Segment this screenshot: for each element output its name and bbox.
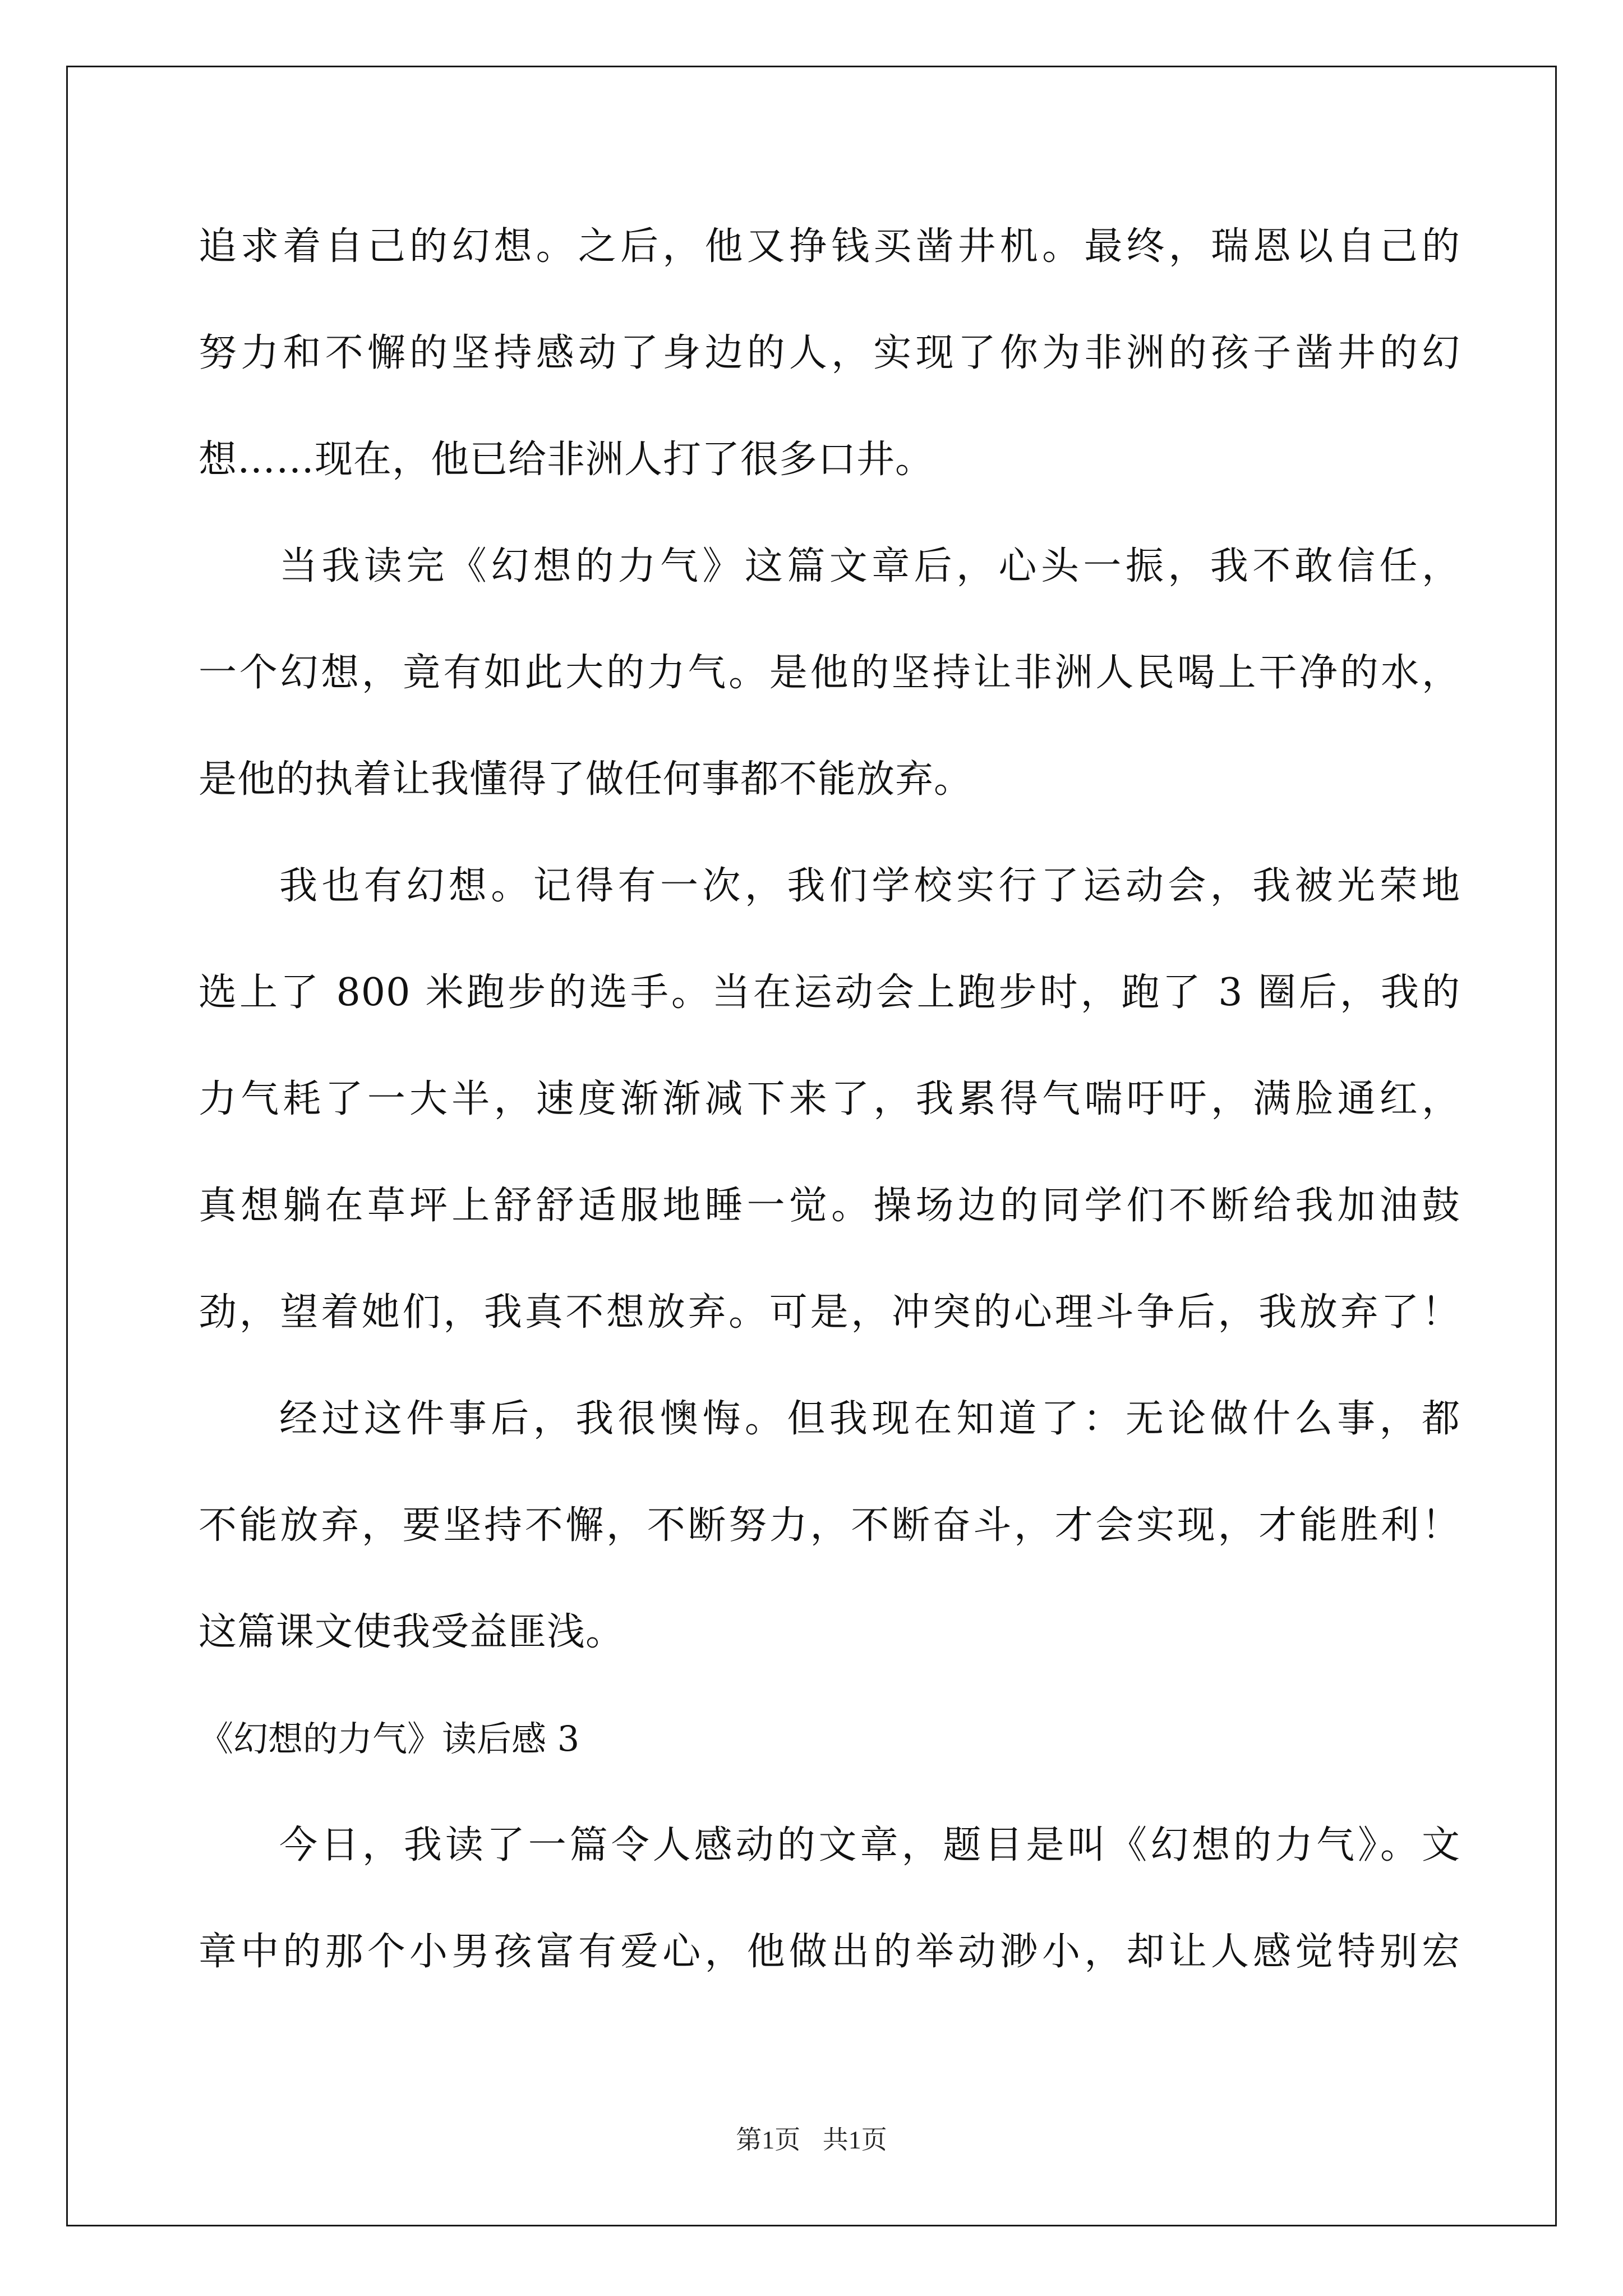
text-line: 章中的那个小男孩富有爱心，他做出的举动渺小，却让人感觉特别宏 [199, 1930, 1460, 1974]
text-line: 今日，我读了一篇令人感动的文章，题目是叫《幻想的力气》。文 [279, 1823, 1460, 1867]
text-line: 真想躺在草坪上舒舒适服地睡一觉。操场边的同学们不断给我加油鼓 [199, 1184, 1460, 1228]
page-footer [0, 2119, 1623, 2156]
text-line: 追求着自己的幻想。之后，他又挣钱买凿井机。最终，瑞恩以自己的 [199, 224, 1460, 269]
section-heading: 《幻想的力气》读后感 3 [199, 1718, 580, 1759]
text-line: 这篇课文使我受益匪浅。 [199, 1610, 625, 1654]
text-line: 是他的执着让我懂得了做任何事都不能放弃。 [199, 757, 973, 802]
page-border [66, 66, 1557, 2226]
text-line: 力气耗了一大半，速度渐渐减下来了，我累得气喘吁吁，满脸通红， [199, 1077, 1460, 1121]
text-line: 想……现在，他已给非洲人打了很多口井。 [199, 438, 934, 482]
text-line: 当我读完《幻想的力气》这篇文章后，心头一振，我不敢信任， [279, 544, 1460, 588]
text-line: 选上了 800 米跑步的选手。当在运动会上跑步时，跑了 3 圈后，我的 [199, 970, 1460, 1015]
text-line: 我也有幻想。记得有一次，我们学校实行了运动会，我被光荣地 [279, 864, 1460, 908]
text-line: 努力和不懈的坚持感动了身边的人，实现了你为非洲的孩子凿井的幻 [199, 331, 1460, 375]
page-number: 第1页 [736, 2125, 801, 2154]
text-line: 一个幻想，竟有如此大的力气。是他的坚持让非洲人民喝上干净的水， [199, 651, 1460, 695]
text-line: 不能放弃，要坚持不懈，不断努力，不断奋斗，才会实现，才能胜利！ [199, 1503, 1460, 1548]
text-line: 经过这件事后，我很懊悔。但我现在知道了：无论做什么事，都 [279, 1397, 1460, 1441]
page-total: 共1页 [822, 2125, 887, 2154]
text-line: 劲，望着她们，我真不想放弃。可是，冲突的心理斗争后，我放弃了！ [199, 1290, 1460, 1335]
